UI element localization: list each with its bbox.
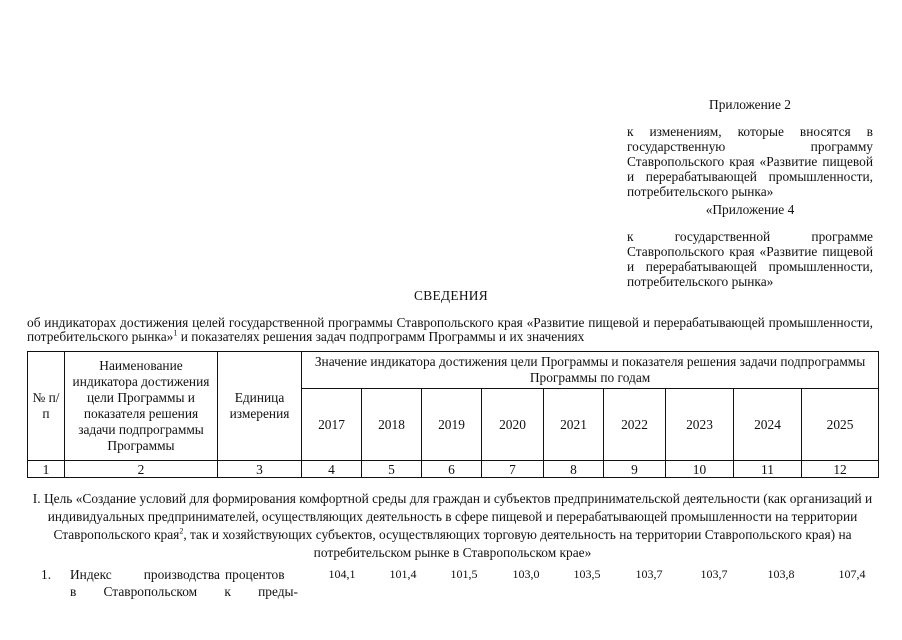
row-indicator-name-line2: в Ставропольском к преды- bbox=[70, 584, 298, 599]
column-number: 12 bbox=[802, 461, 879, 478]
row-unit: процентов bbox=[225, 567, 285, 582]
column-number: 8 bbox=[544, 461, 604, 478]
table-header-row bbox=[28, 352, 879, 389]
row-value-2025: 107,4 bbox=[838, 567, 866, 581]
subtitle-text-1: об индикаторах достижения целей государственной программы Ставропольского края «Развитие пищевой и перерабатывающей промышленности, потребительского рынка» bbox=[27, 315, 873, 344]
header-year: 2025 bbox=[802, 389, 879, 461]
indicators-table bbox=[27, 351, 879, 478]
section-heading-text-1: I. Цель «Создание условий для формирования комфортной среды для граждан и субъектов предпринимательской деятельности (как организаций и индивидуальных предпринимателей, осуществляющих деятельность в сфере пищевой и перерабатывающей промышленности на территории Ставропольского края bbox=[32, 491, 873, 542]
footnote-mark-1: 1 bbox=[173, 328, 178, 338]
row-indicator-name-line1: Индекс производства bbox=[70, 567, 220, 582]
header-num: № п/п bbox=[28, 352, 65, 461]
column-number: 11 bbox=[734, 461, 802, 478]
header-year: 2017 bbox=[302, 389, 362, 461]
column-number: 4 bbox=[302, 461, 362, 478]
header-year: 2018 bbox=[362, 389, 422, 461]
row-value-2021: 103,5 bbox=[573, 567, 601, 581]
row-value-2018: 101,4 bbox=[389, 567, 417, 581]
table-column-numbers-row bbox=[28, 461, 879, 478]
appendix-2-text: к изменениям, которые вносятся в государственную программу Ставропольского края «Развитие пищевой и перерабатывающей промышленности, потребительского рынка» bbox=[627, 124, 873, 199]
header-name: Наименование индикатора достижения цели Программы и показателя решения задачи подпрограммы Программы bbox=[65, 352, 218, 461]
header-year: 2024 bbox=[734, 389, 802, 461]
column-number: 6 bbox=[422, 461, 482, 478]
header-values-group: Значение индикатора достижения цели Программы и показателя решения задачи подпрограммы Программы по годам bbox=[302, 352, 879, 389]
column-number: 7 bbox=[482, 461, 544, 478]
appendix-4-title: «Приложение 4 bbox=[705, 202, 795, 217]
column-number: 10 bbox=[666, 461, 734, 478]
footnote-mark-2: 2 bbox=[179, 526, 184, 536]
subtitle-text-2: и показателях решения задач подпрограмм Программы и их значениях bbox=[177, 329, 585, 344]
column-number: 5 bbox=[362, 461, 422, 478]
row-value-2020: 103,0 bbox=[512, 567, 540, 581]
column-number: 1 bbox=[28, 461, 65, 478]
section-heading-text-2: , так и хозяйствующих субъектов, осуществляющих торговую деятельность на территории Ставропольского края) на потребительском рынке в Ставропольском крае» bbox=[183, 527, 852, 560]
column-number: 3 bbox=[218, 461, 302, 478]
document-title: СВЕДЕНИЯ bbox=[413, 288, 489, 303]
header-year: 2022 bbox=[604, 389, 666, 461]
header-unit: Единица измерения bbox=[218, 352, 302, 461]
row-number: 1. bbox=[41, 567, 52, 582]
row-value-2019: 101,5 bbox=[450, 567, 478, 581]
row-value-2022: 103,7 bbox=[635, 567, 663, 581]
header-year: 2019 bbox=[422, 389, 482, 461]
header-year: 2020 bbox=[482, 389, 544, 461]
row-value-2024: 103,8 bbox=[767, 567, 795, 581]
column-number: 9 bbox=[604, 461, 666, 478]
appendix-2-title: Приложение 2 bbox=[709, 97, 791, 112]
row-value-2023: 103,7 bbox=[700, 567, 728, 581]
document-subtitle bbox=[27, 316, 873, 344]
column-number: 2 bbox=[65, 461, 218, 478]
header-year: 2021 bbox=[544, 389, 604, 461]
section-heading bbox=[27, 490, 878, 562]
header-year: 2023 bbox=[666, 389, 734, 461]
appendix-4-text: к государственной программе Ставропольского края «Развитие пищевой и перерабатывающей промышленности, потребительского рынка» bbox=[627, 229, 873, 289]
row-value-2017: 104,1 bbox=[328, 567, 356, 581]
